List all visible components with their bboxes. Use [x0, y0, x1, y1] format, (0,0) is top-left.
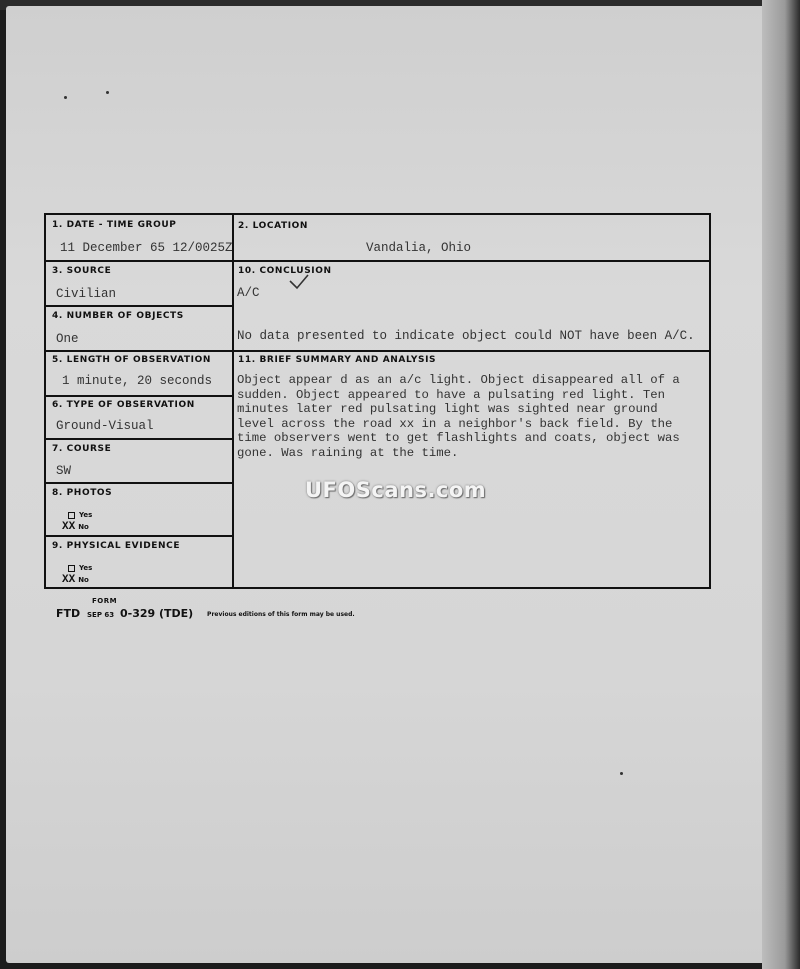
length-of-observation-label: 5. LENGTH OF OBSERVATION	[52, 355, 211, 365]
course-label: 7. COURSE	[52, 444, 112, 454]
speck	[620, 772, 623, 775]
physical-evidence-label: 9. PHYSICAL EVIDENCE	[52, 541, 181, 551]
checkmark-icon	[288, 273, 310, 291]
physical-evidence-no-label: No	[78, 576, 89, 584]
source-value: Civilian	[56, 287, 117, 301]
form-note: Previous editions of this form may be used.	[207, 611, 355, 618]
summary-line: minutes later red pulsating light was sighted near ground	[237, 402, 658, 417]
column-divider	[232, 215, 234, 587]
summary-line: sudden. Object appeared to have a pulsating red light. Ten	[237, 387, 666, 402]
date-time-group-label: 1. DATE - TIME GROUP	[52, 220, 177, 230]
location-label: 2. LOCATION	[238, 221, 309, 231]
physical-evidence-yes-option	[68, 564, 92, 572]
divider	[46, 350, 711, 352]
summary-line: level across the road xx in a neighbor's back field. By the	[237, 416, 673, 431]
number-of-objects-value: One	[56, 332, 79, 346]
source-label: 3. SOURCE	[52, 266, 112, 276]
form-word: FORM	[92, 597, 118, 605]
type-of-observation-label: 6. TYPE OF OBSERVATION	[52, 400, 195, 410]
checkbox-icon	[68, 512, 75, 519]
physical-evidence-no-option	[62, 574, 89, 586]
divider	[46, 260, 232, 262]
type-of-observation-value: Ground-Visual	[56, 419, 154, 433]
photos-no-option	[62, 521, 89, 533]
divider	[46, 305, 232, 307]
form-id-line	[56, 607, 355, 620]
divider	[46, 438, 232, 440]
photos-yes-option	[68, 511, 92, 519]
physical-evidence-yes-label: Yes	[79, 564, 93, 572]
checkbox-icon	[68, 565, 75, 572]
form-date: SEP 63	[87, 611, 115, 619]
course-value: SW	[56, 464, 72, 478]
project-record-card	[44, 213, 711, 589]
photos-label: 8. PHOTOS	[52, 488, 113, 498]
summary-text	[237, 373, 707, 461]
conclusion-value: A/C	[237, 286, 260, 300]
speck	[64, 96, 67, 99]
form-number: 0-329 (TDE)	[119, 607, 194, 620]
summary-label: 11. BRIEF SUMMARY AND ANALYSIS	[238, 355, 437, 365]
divider	[232, 260, 711, 262]
x-mark-icon: XX	[62, 574, 76, 586]
photos-no-label: No	[78, 523, 89, 531]
scan-right-edge	[762, 0, 800, 969]
divider	[46, 395, 232, 397]
divider	[46, 482, 232, 484]
location-value: Vandalia, Ohio	[366, 241, 472, 255]
date-time-group-value: 11 December 65 12/0025Z	[60, 241, 233, 255]
x-mark-icon: XX	[62, 521, 76, 533]
watermark: UFOScans.com	[305, 478, 487, 502]
number-of-objects-label: 4. NUMBER OF OBJECTS	[52, 311, 184, 321]
length-of-observation-value: 1 minute, 20 seconds	[62, 374, 213, 388]
speck	[106, 91, 109, 94]
summary-line: Object appear d as an a/c light. Object disappeared all of a	[237, 373, 680, 387]
photos-yes-label: Yes	[79, 511, 93, 519]
summary-line: time observers went to get flashlights and coats, object was	[237, 431, 680, 446]
conclusion-label: 10. CONCLUSION	[238, 266, 332, 276]
form-id: FTD	[56, 607, 81, 620]
summary-line: gone. Was raining at the time.	[237, 445, 459, 460]
divider	[46, 535, 232, 537]
conclusion-note: No data presented to indicate object could NOT have been A/C.	[237, 329, 695, 343]
